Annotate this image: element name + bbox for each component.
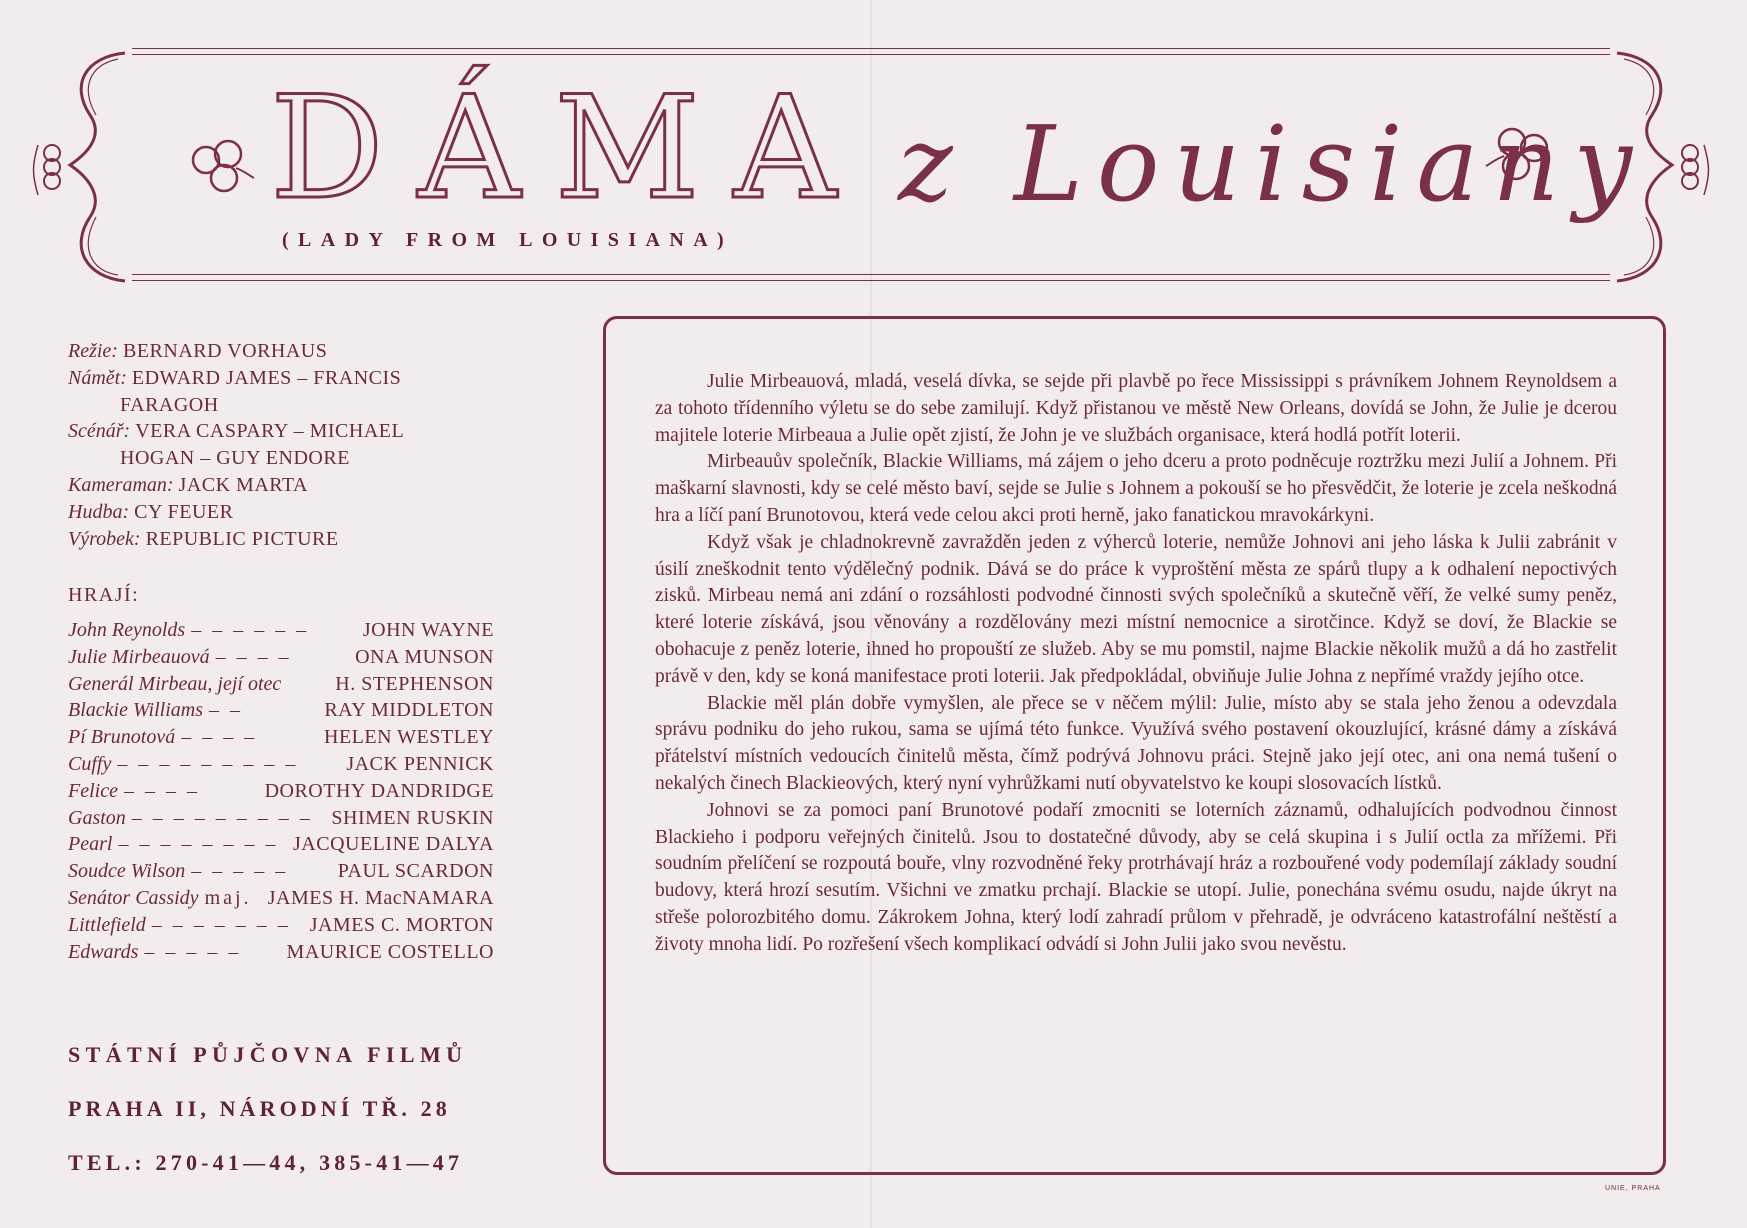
cast-row bbox=[68, 941, 494, 968]
distributor-name: STÁTNÍ PŮJČOVNA FILMŮ bbox=[68, 1042, 468, 1067]
credit-label: Režie: bbox=[68, 340, 118, 362]
cast-row bbox=[68, 699, 494, 726]
cast-dash: – – – – bbox=[215, 645, 292, 668]
credit-music bbox=[68, 499, 498, 526]
cast-dash: – – – – – – – – bbox=[118, 833, 279, 856]
credit-label: Hudba: bbox=[68, 500, 130, 523]
cast-actor: SHIMEN RUSKIN bbox=[331, 806, 494, 829]
left-flourish-ornament bbox=[30, 45, 130, 290]
cast-role: Pearl bbox=[68, 833, 113, 856]
synopsis-paragraph: Když však je chladnokrevně zavražděn jeden z výherců loterie, nemůže Johnovi ani jeho láska k Julii zabránit v úsilí zneškodnit tento výdělečný podnik. Dává se do práce k vyproštění města ze spárů tlupy a k odhalení nepoctivých zisků. Mirbeau nemá ani zdání o rozsáhlosti podvodné činnosti svých společníků a skutečně věří, že velké sumy peněz, které loterie získává, jsou věnovány a rozdělovány mezi místní nemocnice a sirotčince. Když se doví, že Blackie se obohacuje z peněz loterie, ihned ho propouští ze služeb. Aby se mu pomstil, najme Blackie několik mužů a dá ho zastřelit právě v den, kdy se koná manifestace proti loterii. Jak předpokládal, obviňuje Julie Johna z nepřímé vraždy jejího otce. bbox=[655, 531, 1617, 687]
title-main: DÁMA bbox=[270, 66, 871, 231]
cast-role: Felice bbox=[68, 779, 118, 802]
cast-actor: PAUL SCARDON bbox=[337, 860, 494, 883]
cast-heading: HRAJÍ: bbox=[68, 584, 140, 606]
credit-label: Výrobek: bbox=[68, 527, 141, 550]
credit-continuation: HOGAN – GUY ENDORE bbox=[120, 447, 350, 470]
cast-row bbox=[68, 673, 494, 700]
synopsis-paragraph: Julie Mirbeauová, mladá, veselá dívka, se sejde při plavbě po řece Mississippi s právníkem Johnem Reynoldsem a za tohoto třídenního výletu se do sebe zamilují. Když přistanou ve městě New Orleans, dovídá se John, že Julie je dcerou majitele loterie Mirbeaua a Julie opět zjistí, že John je ve službách organisace, která hodlá potřít loterii. bbox=[655, 371, 1617, 446]
cast-row bbox=[68, 860, 494, 887]
cast-dash: – – – – – bbox=[144, 940, 242, 963]
cast-row bbox=[68, 833, 494, 860]
printer-mark: UNIE, PRAHA bbox=[1605, 1185, 1661, 1192]
cast-role: Littlefield bbox=[68, 913, 146, 936]
cast-role: John Reynolds bbox=[68, 619, 186, 641]
cast-role: Edwards bbox=[68, 940, 139, 963]
cast-actor: H. STEPHENSON bbox=[335, 672, 494, 695]
credit-value: EDWARD JAMES – FRANCIS bbox=[131, 366, 402, 389]
synopsis-paragraph: Mirbeauův společník, Blackie Williams, má zájem o jeho dceru a proto podněcuje roztržku mezi Julií a Johnem. Při maškarní slavnosti, kdy se celé město baví, sejde se Julie s Johnem a pokouší se ho přesvědčit, že loterie je zcela neškodná hra a líčí paní Brunotovou, která vede celou akci proti herně, jako fanatickou mravokárkyni. bbox=[655, 451, 1617, 526]
cast-row bbox=[68, 753, 494, 780]
cast-actor: JAMES C. MORTON bbox=[309, 913, 494, 936]
credit-label: Námět: bbox=[68, 366, 127, 389]
credit-label: Kameraman: bbox=[68, 473, 174, 496]
cast-actor: JAMES H. MacNAMARA bbox=[267, 886, 494, 909]
cast-role: Generál Mirbeau, její otec bbox=[68, 672, 282, 695]
cast-role: Blackie Williams bbox=[68, 699, 203, 722]
credit-story bbox=[68, 365, 498, 392]
cast-role: Gaston bbox=[68, 806, 126, 829]
credit-production bbox=[68, 526, 498, 553]
synopsis-paragraph: Blackie měl plán dobře vymyšlen, ale přece se v něčem mýlil: Julie, místo aby se stala jeho ženou a odevzdala správu podniku do jeho rukou, sama se ujímá této funkce. Využívá svého postavení okouzlující, krásné dámy a získává přátelství místních vedoucích činitelů města, čímž podrývá Johnovu práci. Stejně jako její otec, ani ona nemá tušení o nekalých činech Blackieových, který nyní vyhrůžkami nutí obyvatelstvo ke koupi slosovacích lístků. bbox=[655, 692, 1617, 794]
cast-row bbox=[68, 807, 494, 834]
title-script: z Louisiany bbox=[898, 103, 1647, 225]
header-rule-bottom bbox=[132, 274, 1610, 275]
cast-actor: MAURICE COSTELLO bbox=[286, 940, 494, 963]
synopsis-paragraph: Johnovi se za pomoci paní Brunotové podaří zmocniti se loterních záznamů, odhalujících podvodnou činnost Blackieho i podporu veřejných činitelů. Jsou to dostatečné důvody, aby se celá skupina i s Julií octla za mřížemi. Při soudním přelíčení se rozpoutá bouře, vlny rozvodněné řeky protrhávají hráz a rozbouřené vody podemílají základy soudní budovy, která hrozí sesutím. Všichni ve zmatku prchají. Blackie se utopí. Julie, ponechána svému osudu, najde úkryt na střeše polorozbitého domu. Zákrokem Johna, který lodí zahradí průlom v přehradě, je odvráceno katastrofální neštěstí a životy mnoha lidí. Po rozřešení všech komplikací odvádí si John Julii jako svou nevěstu. bbox=[655, 799, 1617, 955]
left-trefoil-ornament bbox=[186, 138, 256, 200]
credit-camera bbox=[68, 472, 498, 499]
cast-role: Cuffy bbox=[68, 752, 112, 775]
cast-dash: – – – – – bbox=[191, 860, 289, 883]
cast-role: Senátor Cassidy bbox=[68, 886, 199, 909]
cast-actor: ONA MUNSON bbox=[355, 645, 494, 668]
cast-role: Soudce Wilson bbox=[68, 860, 186, 883]
credit-value: CY FEUER bbox=[134, 500, 234, 523]
cast-row bbox=[68, 646, 494, 673]
distributor-address: PRAHA II, NÁRODNÍ TŘ. 28 bbox=[68, 1096, 451, 1121]
cast-row bbox=[68, 619, 494, 646]
cast-dash: – – – – – – – – – bbox=[131, 806, 313, 829]
distributor-phone: TEL.: 270-41—44, 385-41—47 bbox=[68, 1150, 464, 1175]
cast-actor: HELEN WESTLEY bbox=[324, 726, 494, 749]
cast-role: Julie Mirbeauová bbox=[68, 645, 210, 668]
credit-director bbox=[68, 338, 498, 365]
cast-actor: JACQUELINE DALYA bbox=[293, 833, 494, 856]
cast-row bbox=[68, 914, 494, 941]
cast-actor: JOHN WAYNE bbox=[362, 619, 494, 641]
credits-list bbox=[68, 338, 498, 552]
credit-value: JACK MARTA bbox=[178, 473, 308, 496]
credit-continuation: FARAGOH bbox=[120, 393, 219, 416]
cast-dash: – – – – – – – bbox=[151, 913, 291, 936]
cast-actor: RAY MIDDLETON bbox=[324, 699, 494, 722]
synopsis-text bbox=[655, 369, 1617, 959]
credit-value: VERA CASPARY – MICHAEL bbox=[135, 420, 405, 443]
cast-row bbox=[68, 887, 494, 914]
cast-actor: DOROTHY DANDRIDGE bbox=[264, 779, 494, 802]
header-rule-top bbox=[132, 48, 1610, 49]
cast-actor: JACK PENNICK bbox=[346, 752, 494, 775]
cast-dash: – – – – – – bbox=[191, 619, 310, 641]
cast-dash: – – – – bbox=[181, 726, 258, 749]
cast-dash: – – – – – – – – – bbox=[117, 752, 299, 775]
cast-dash: – – – – bbox=[123, 779, 200, 802]
cast-role: Pí Brunotová bbox=[68, 726, 176, 749]
credit-value: BERNARD VORHAUS bbox=[122, 340, 328, 362]
credit-value: REPUBLIC PICTURE bbox=[145, 527, 339, 550]
title-subtitle: (LADY FROM LOUISIANA) bbox=[282, 229, 734, 251]
cast-list bbox=[68, 619, 494, 967]
credit-label: Scénář: bbox=[68, 420, 131, 443]
cast-row bbox=[68, 726, 494, 753]
cast-dash: maj. bbox=[204, 886, 252, 909]
cast-row bbox=[68, 780, 494, 807]
header-rule-top-inner bbox=[132, 54, 1610, 55]
cast-dash: – – bbox=[208, 699, 243, 722]
credit-screenplay bbox=[68, 418, 498, 445]
header-rule-bottom-inner bbox=[132, 280, 1610, 281]
